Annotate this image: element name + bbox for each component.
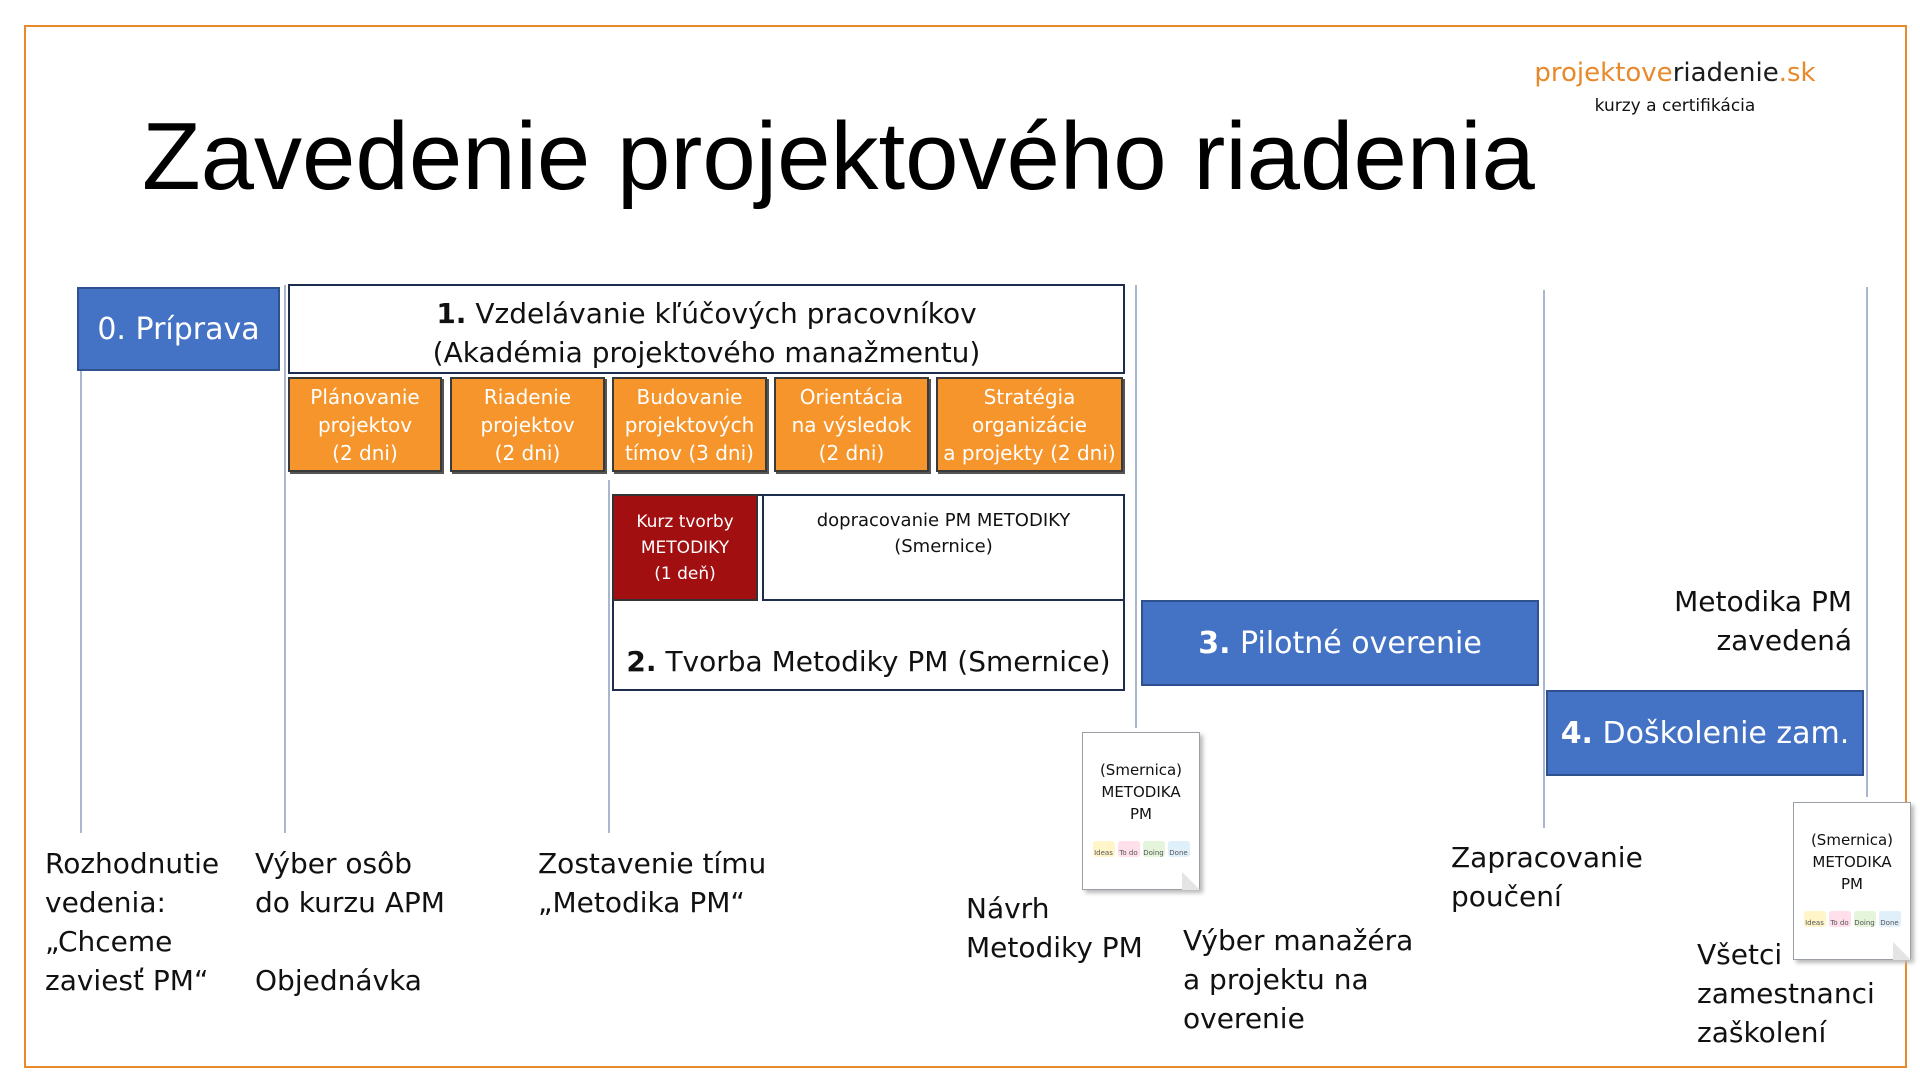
milestone-vyber-manazera: Výber manažéra a projektu na overenie	[1183, 924, 1414, 1035]
timeline-line	[1543, 290, 1545, 828]
milestone-vsetci-zaskoleni: Všetci zamestnanci zaškolení	[1697, 938, 1875, 1049]
timeline-line	[80, 365, 82, 833]
ideas-icon: Ideas	[1804, 911, 1826, 927]
phase-0-label: 0. Príprava	[97, 311, 260, 347]
phase-2-label: 2. Tvorba Metodiky PM (Smernice)	[626, 645, 1111, 678]
dopracovanie-box: dopracovanie PM METODIKY (Smernice)	[762, 494, 1125, 601]
ideas-icon: Ideas	[1093, 841, 1115, 857]
course-riadenie: Riadenie projektov (2 dni)	[450, 377, 605, 472]
timeline-line	[1135, 285, 1137, 728]
done-icon: Done	[1168, 841, 1190, 857]
course-budovanie: Budovanie projektových tímov (3 dni)	[612, 377, 767, 472]
milestone-metodika-zavedena: Metodika PM zavedená	[1674, 585, 1852, 657]
milestone-vyber-osob: Výber osôb do kurzu APM Objednávka	[255, 847, 445, 997]
course-orientacia: Orientácia na výsledok (2 dni)	[774, 377, 929, 472]
milestone-zapracovanie: Zapracovanie poučení	[1451, 841, 1643, 913]
milestone-navrh-metodiky: Návrh Metodiky PM	[966, 892, 1143, 964]
course-strategia: Stratégia organizácie a projekty (2 dni)	[936, 377, 1123, 472]
phase-4-box: 4. Doškolenie zam.	[1546, 690, 1864, 776]
course-planovanie: Plánovanie projektov (2 dni)	[288, 377, 442, 472]
phase-1-box: 1. Vzdelávanie kľúčových pracovníkov (Akadémia projektového manažmentu)	[288, 284, 1125, 374]
phase-0-box	[77, 287, 280, 371]
phase-3-box: 3. Pilotné overenie	[1141, 600, 1539, 686]
timeline-line	[284, 285, 286, 833]
logo-tagline: kurzy a certifikácia	[1594, 96, 1756, 116]
doing-icon: Doing	[1143, 841, 1165, 857]
course-kurz-metodiky: Kurz tvorby METODIKY (1 deň)	[612, 494, 758, 601]
milestone-zostavenie-timu: Zostavenie tímu „Metodika PM“	[538, 847, 767, 919]
page-title: Zavedenie projektového riadenia	[142, 103, 1535, 210]
timeline-line	[608, 480, 610, 833]
todo-icon: To do	[1118, 841, 1140, 857]
done-icon: Done	[1879, 911, 1901, 927]
milestone-rozhodnutie: Rozhodnutie vedenia: „Chceme zaviesť PM“	[45, 847, 220, 997]
todo-icon: To do	[1829, 911, 1851, 927]
timeline-line	[1866, 287, 1868, 797]
document-icon: (Smernica) METODIKA PM Ideas To do Doing Done	[1793, 802, 1911, 960]
doing-icon: Doing	[1854, 911, 1876, 927]
document-icon: (Smernica) METODIKA PM Ideas To do Doing Done	[1082, 732, 1200, 890]
logo: projektoveriadenie.sk	[1534, 58, 1816, 88]
